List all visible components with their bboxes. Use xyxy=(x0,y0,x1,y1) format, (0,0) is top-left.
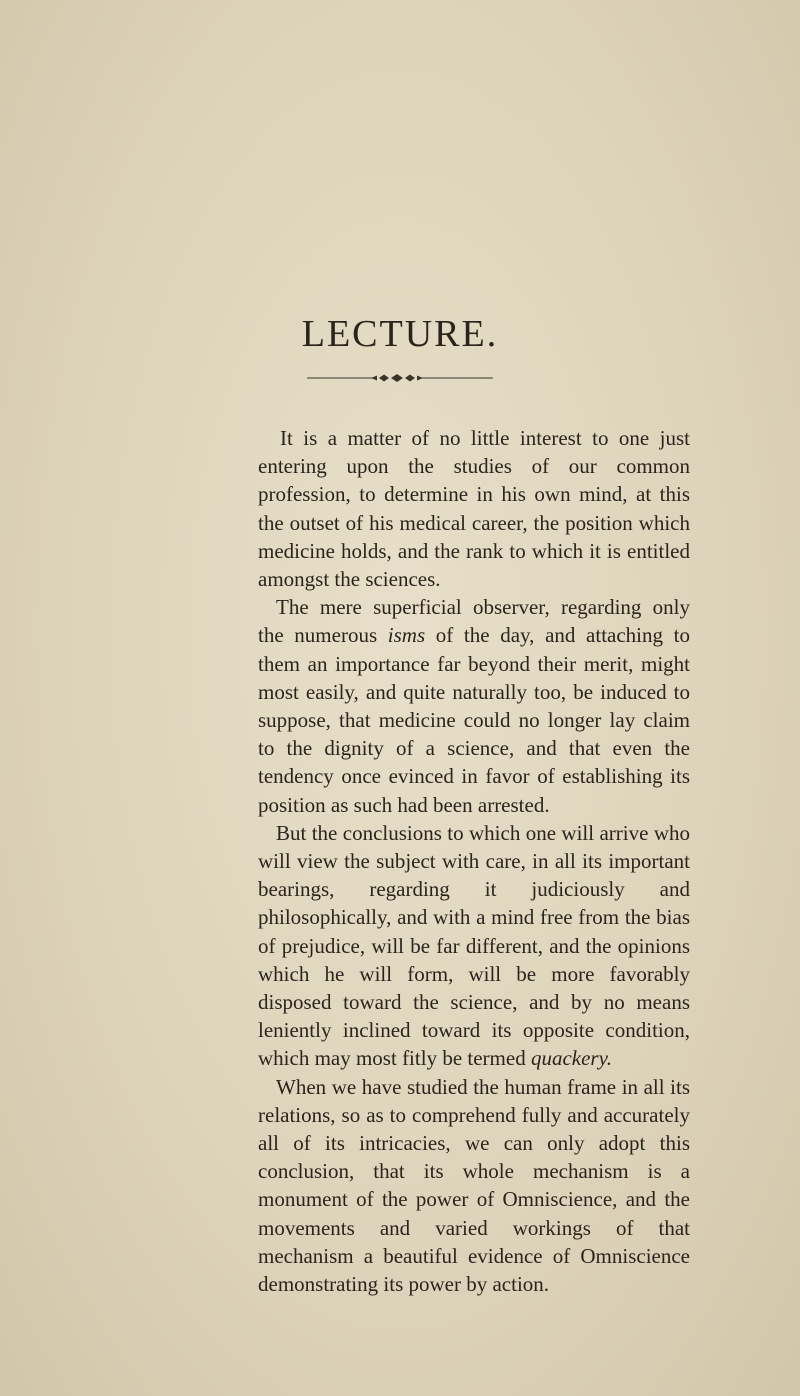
text-run: of the day, and attaching to them an importance far beyond their merit, might most easily, and quite naturally too, be induced to suppose, that medicine could no longer lay claim to the dignity of a science, and that even the tendency once evinced in favor of establishing its position as such had been arrested. xyxy=(258,623,690,817)
text-run: It is a matter of no little interest to one just entering upon the studies of our common profession, to determine in his own mind, at this the outset of his medical career, the position which medicine holds, and the rank to which it is entitled amongst the sciences. xyxy=(258,426,690,592)
text-run: When we have studied the human frame in all its relations, so as to comprehend fully and accurately all of its intricacies, we can only adopt this conclusion, that its whole mechanism is a monument of the power of Omniscience, and the movements and varied workings of that mechanism a beautiful evidence of Omniscience demonstrating its power by action. xyxy=(258,1074,690,1297)
text-run: The mere superficial observer, regarding only the numerous xyxy=(258,595,690,648)
text-run: But the conclusions to which one will arrive who will view the subject with care, in all its important bearings, regarding it judiciously and philosophically, and with a mind free from the bias of prejudice, will be far different, and the opinions which he will form, will be more favorably disposed toward the science, and by no means leniently inclined toward its opposite condition, which may most fitly be termed xyxy=(258,820,690,1071)
page-title: LECTURE. xyxy=(301,313,499,355)
italic-text: quackery. xyxy=(530,1046,612,1071)
paragraph xyxy=(258,819,690,1073)
paragraph xyxy=(258,424,690,593)
paragraph xyxy=(258,1073,690,1299)
italic-text: isms xyxy=(387,623,426,648)
ornament-divider xyxy=(307,373,493,383)
paragraph xyxy=(258,593,690,819)
body-text xyxy=(258,424,690,1298)
